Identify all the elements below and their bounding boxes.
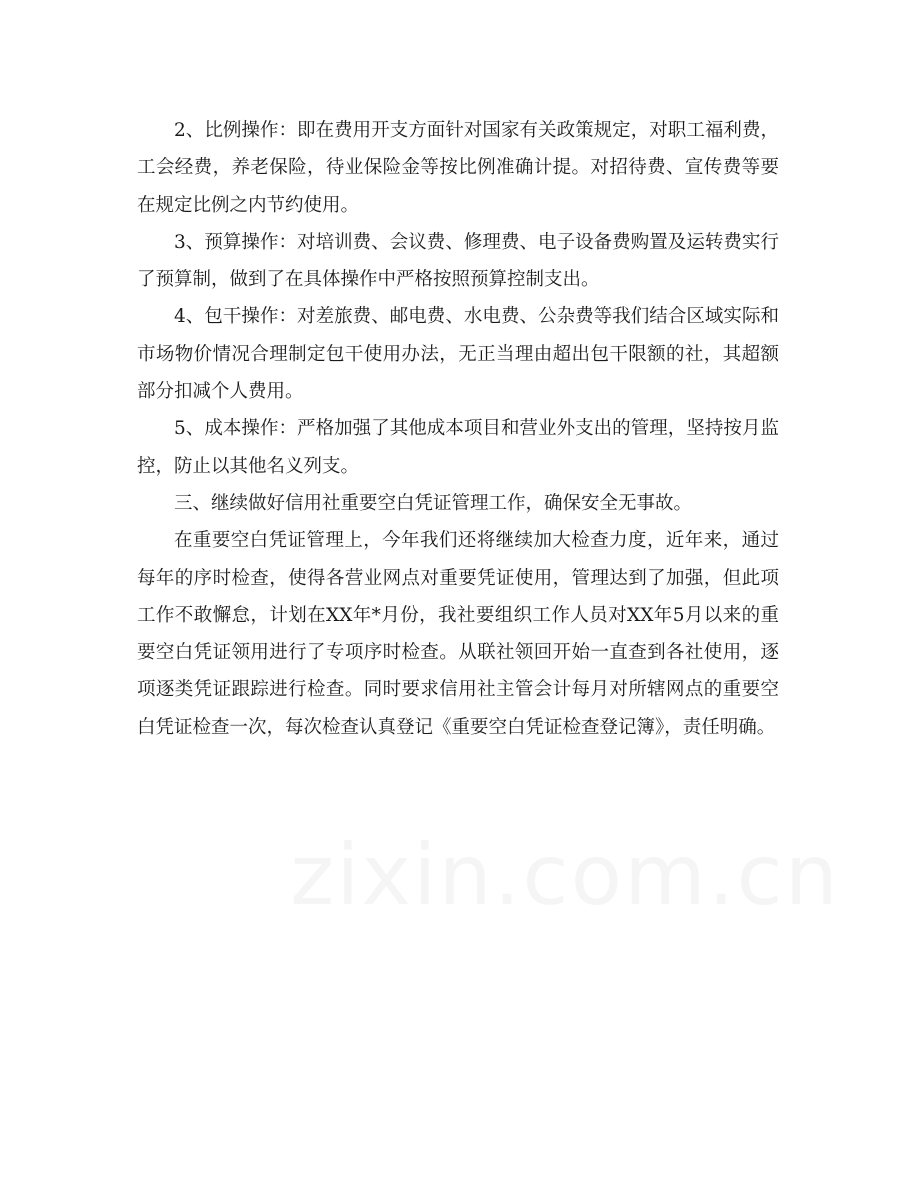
paragraph-cost-operation: 5、成本操作：严格加强了其他成本项目和营业外支出的管理，坚持按月监控，防止以其他名义列支。 — [137, 418, 779, 477]
section-heading-blank-voucher: 三、继续做好信用社重要空白凭证管理工作，确保安全无事故。 — [174, 492, 693, 514]
paragraph-budget-operation: 3、预算操作：对培训费、会议费、修理费、电子设备费购置及运转费实行了预算制，做到了在具体操作中严格按照预算控制支出。 — [137, 231, 779, 291]
paragraph-blank-voucher-management: 在重要空白凭证管理上，今年我们还将继续加大检查力度，近年来，通过每年的序时检查，使得各营业网点对重要凭证使用，管理达到了加强，但此项工作不敢懈怠，计划在XX年*月份，我社要组织工作人员对XX年5月以来的重要空白凭证领用进行了专项序时检查。从联社领回开始一直查到各社使用，逐项逐类凭证跟踪进行检查。同时要求信用社主管会计每月对所辖网点的重要空白凭证检查一次，每次检查认真登记《重要空白凭证检查登记簿》，责任明确。 — [137, 530, 779, 738]
document-body — [137, 112, 779, 746]
paragraph-ratio-operation: 2、比例操作：即在费用开支方面针对国家有关政策规定，对职工福利费，工会经费，养老保险，待业保险金等按比例准确计提。对招待费、宣传费等要在规定比例之内节约使用。 — [137, 120, 779, 216]
watermark — [290, 830, 710, 920]
paragraph-lump-sum-operation: 4、包干操作：对差旅费、邮电费、水电费、公杂费等我们结合区域实际和市场物价情况合理制定包干使用办法，无正当理由超出包干限额的社，其超额部分扣减个人费用。 — [137, 306, 779, 403]
